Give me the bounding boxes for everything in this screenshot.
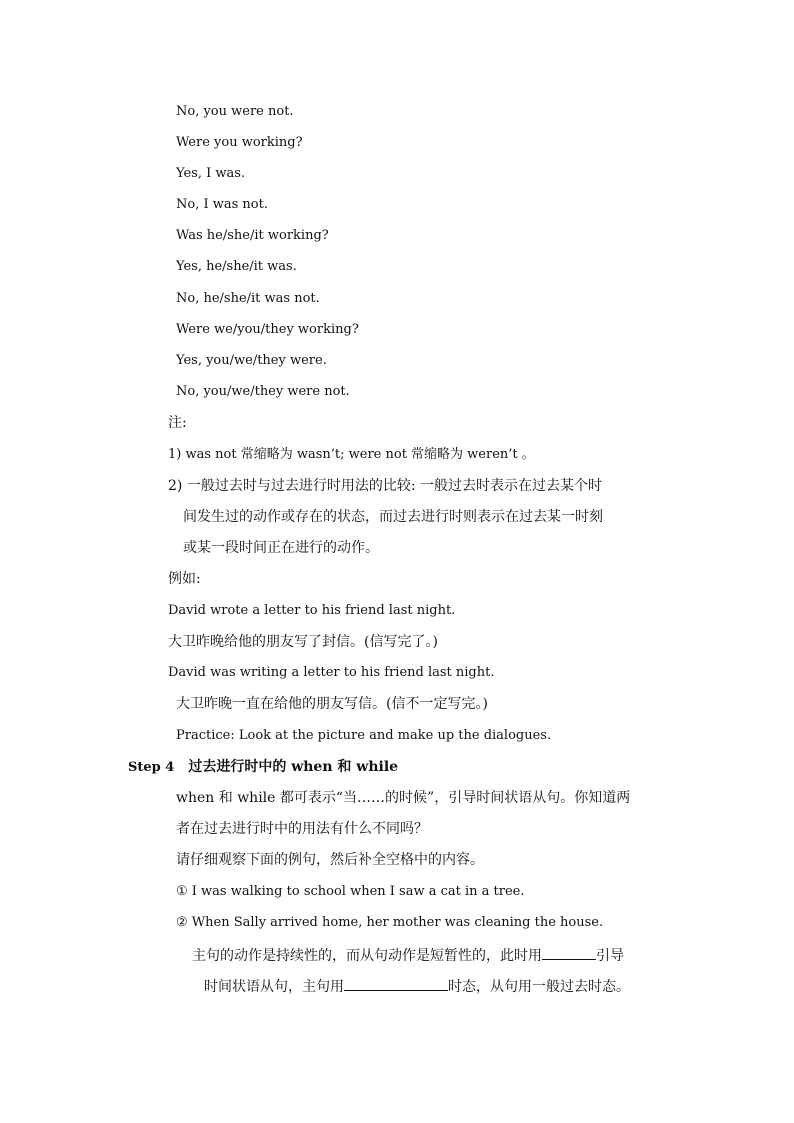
step-heading xyxy=(128,758,398,777)
example-sentence-zh: 大卫昨晚给他的朋友写了封信。(信写完了。) xyxy=(168,634,438,650)
fill-in-line xyxy=(192,945,624,965)
pattern-line: No, you were not. xyxy=(176,104,294,119)
pattern-line: Yes, I was. xyxy=(176,166,246,181)
step-intro-line: 者在过去进行时中的用法有什么不同吗？ xyxy=(176,821,428,837)
fill-text: 主句的动作是持续性的，而从句动作是短暂性的，此时用 xyxy=(192,948,542,964)
answer-blank[interactable] xyxy=(542,945,596,960)
step-label: Step 4 xyxy=(128,760,175,775)
example-label: 例如: xyxy=(168,571,201,587)
pattern-line: Were you working? xyxy=(176,135,303,150)
step-title: 过去进行时中的 when 和 while xyxy=(188,759,399,775)
step-example: ② When Sally arrived home, her mother was cleaning the house. xyxy=(176,915,604,930)
pattern-line: Were we/you/they working? xyxy=(176,322,359,337)
step-intro-line: when 和 while 都可表示“当……的时候”，引导时间状语从句。你知道两 xyxy=(176,790,631,806)
pattern-line: Was he/she/it working? xyxy=(176,228,329,243)
pattern-line: Yes, he/she/it was. xyxy=(176,259,297,274)
fill-text: 引导 xyxy=(596,948,624,964)
note-2-line: 2) 一般过去时与过去进行时用法的比较: 一般过去时表示在过去某个时 xyxy=(168,478,602,494)
fill-text: 时态，从句用一般过去时态。 xyxy=(448,979,630,995)
example-sentence-en: David wrote a letter to his friend last night. xyxy=(168,603,456,618)
pattern-line: Yes, you/we/they were. xyxy=(176,353,327,368)
fill-text: 时间状语从句，主句用 xyxy=(204,979,344,995)
note-2-line: 间发生过的动作或存在的状态，而过去进行时则表示在过去某一时刻 xyxy=(183,509,603,525)
note-label: 注: xyxy=(168,415,187,431)
step-example: ① I was walking to school when I saw a cat in a tree. xyxy=(176,884,525,899)
example-sentence-en: David was writing a letter to his friend last night. xyxy=(168,665,495,680)
pattern-line: No, he/she/it was not. xyxy=(176,291,320,306)
example-sentence-zh: 大卫昨晚一直在给他的朋友写信。(信不一定写完。) xyxy=(176,696,488,712)
practice-line: Practice: Look at the picture and make up the dialogues. xyxy=(176,728,552,743)
note-2-line: 或某一段时间正在进行的动作。 xyxy=(183,540,379,556)
answer-blank[interactable] xyxy=(344,976,448,991)
step-instruction: 请仔细观察下面的例句，然后补全空格中的内容。 xyxy=(176,852,484,868)
fill-in-line xyxy=(204,976,630,996)
pattern-line: No, you/we/they were not. xyxy=(176,384,350,399)
note-1: 1) was not 常缩略为 wasn’t; were not 常缩略为 weren’t 。 xyxy=(168,447,535,462)
pattern-line: No, I was not. xyxy=(176,197,268,212)
